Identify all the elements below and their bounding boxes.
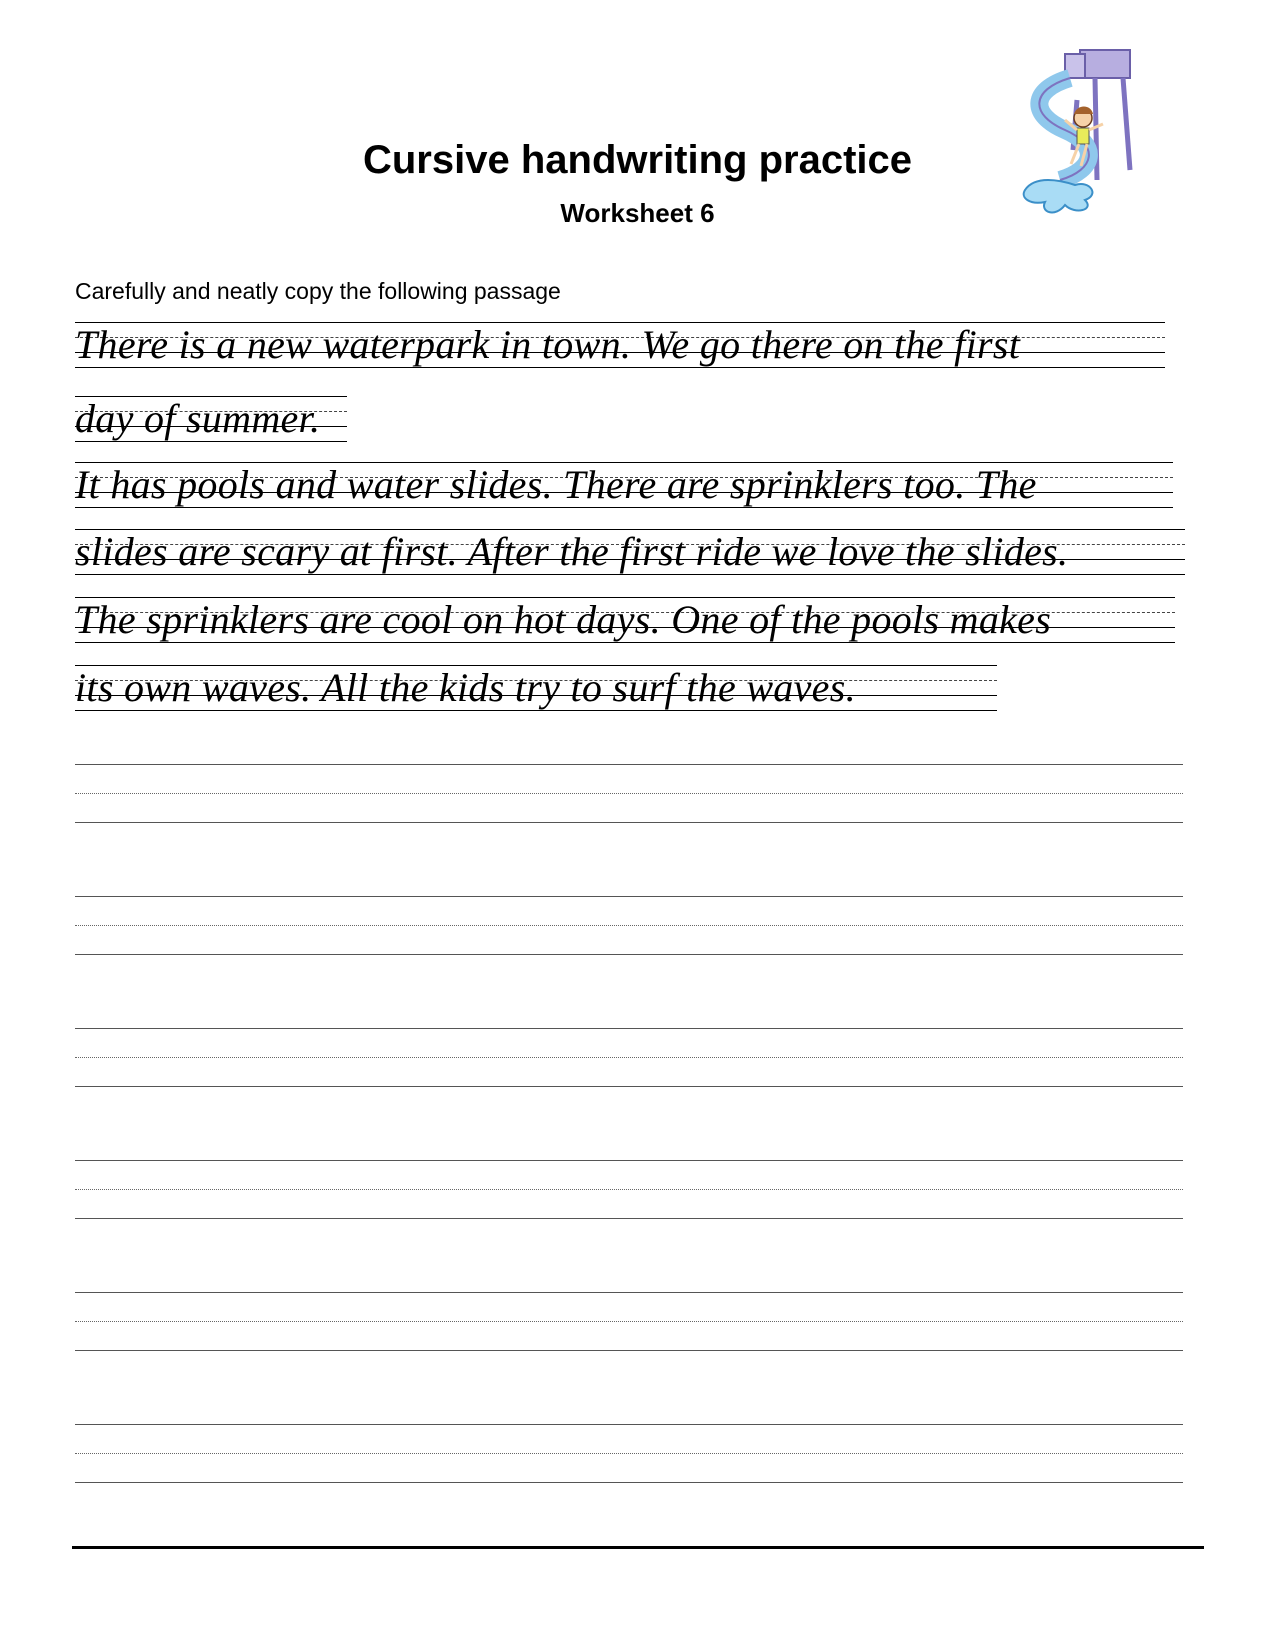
- passage-line: [75, 665, 997, 711]
- practice-base-line: [75, 822, 1183, 823]
- practice-mid-line: [75, 925, 1183, 926]
- passage-line: [75, 597, 1175, 643]
- practice-top-line: [75, 1424, 1183, 1425]
- practice-base-line: [75, 1218, 1183, 1219]
- practice-mid-line: [75, 1453, 1183, 1454]
- practice-base-line: [75, 1086, 1183, 1087]
- practice-line-group[interactable]: [75, 1424, 1183, 1484]
- passage-line: [75, 462, 1173, 508]
- practice-mid-line: [75, 1321, 1183, 1322]
- practice-base-line: [75, 1350, 1183, 1351]
- practice-line-group[interactable]: [75, 1292, 1183, 1352]
- practice-line-group[interactable]: [75, 764, 1183, 824]
- practice-base-line: [75, 1482, 1183, 1483]
- instructions: Carefully and neatly copy the following passage: [75, 278, 561, 304]
- practice-top-line: [75, 1292, 1183, 1293]
- passage-line: [75, 529, 1185, 575]
- practice-line-group[interactable]: [75, 1028, 1183, 1088]
- practice-top-line: [75, 896, 1183, 897]
- passage-text: day of summer.: [75, 396, 321, 441]
- passage-text: its own waves. All the kids try to surf the waves.: [75, 665, 856, 710]
- bottom-rule: [72, 1546, 1204, 1549]
- practice-line-group[interactable]: [75, 1160, 1183, 1220]
- practice-top-line: [75, 1028, 1183, 1029]
- practice-mid-line: [75, 1057, 1183, 1058]
- passage-text: It has pools and water slides. There are sprinklers too. The: [75, 462, 1037, 507]
- passage-text: slides are scary at first. After the first ride we love the slides.: [75, 529, 1069, 574]
- passage-line: [75, 396, 347, 442]
- passage-line: [75, 322, 1165, 368]
- worksheet-title: Cursive handwriting practice: [362, 138, 913, 182]
- waterslide-illustration: [1005, 40, 1145, 220]
- practice-mid-line: [75, 1189, 1183, 1190]
- practice-mid-line: [75, 793, 1183, 794]
- passage-text: There is a new waterpark in town. We go there on the first: [75, 322, 1021, 367]
- practice-top-line: [75, 764, 1183, 765]
- practice-line-group[interactable]: [75, 896, 1183, 956]
- practice-top-line: [75, 1160, 1183, 1161]
- worksheet-subtitle: Worksheet 6: [560, 198, 715, 228]
- passage-text: The sprinklers are cool on hot days. One of the pools makes: [75, 597, 1052, 642]
- practice-base-line: [75, 954, 1183, 955]
